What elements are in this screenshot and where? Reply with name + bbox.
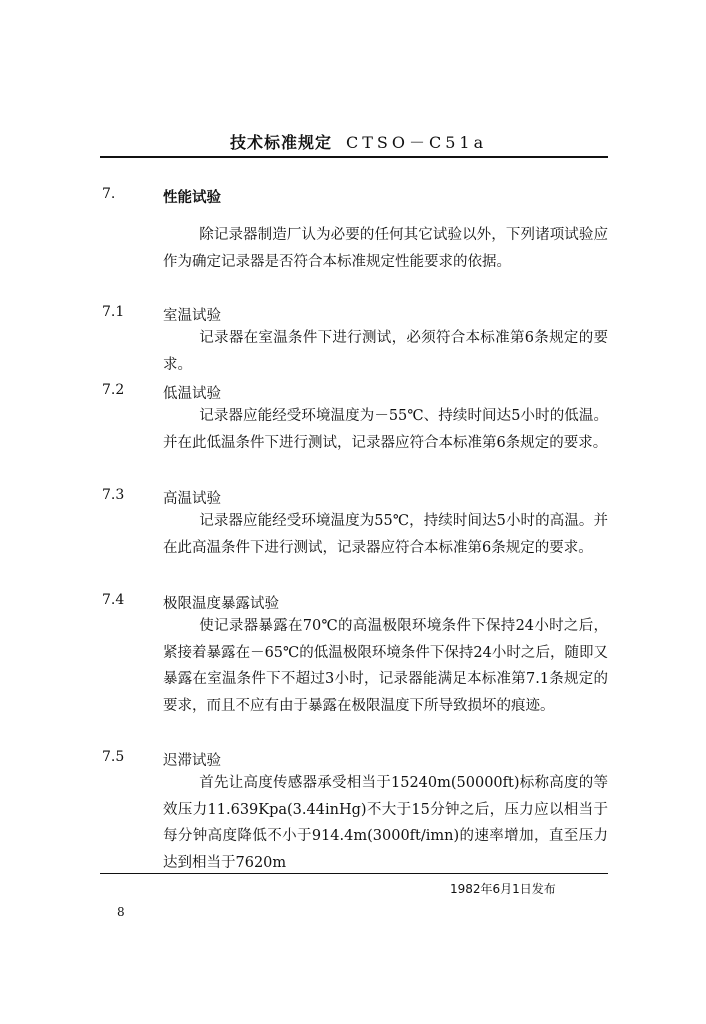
section-number: 7.4 bbox=[102, 592, 125, 608]
section-body: 除记录器制造厂认为必要的任何其它试验以外，下列诸项试验应作为确定记录器是否符合本标准规定性能要求的依据。 bbox=[163, 227, 608, 270]
section-number: 7.5 bbox=[102, 749, 125, 765]
section-title: 极限温度暴露试验 bbox=[163, 596, 279, 612]
section-number: 7.2 bbox=[102, 382, 125, 398]
section-body: 记录器应能经受环境温度为55℃，持续时间达5小时的高温。并在此高温条件下进行测试，记录器应符合本标准第6条规定的要求。 bbox=[163, 513, 608, 556]
section-body: 首先让高度传感器承受相当于15240m(50000ft)标称高度的等效压力11.639Kpa(3.44inHg)不大于15分钟之后，压力应以相当于每分钟高度降低不小于914.4m(3000ft/imn)的速率增加，直至压力达到相当于7620m bbox=[163, 775, 608, 871]
section-number: 7.3 bbox=[102, 487, 125, 503]
publish-date: 1982年6月1日发布 bbox=[450, 882, 556, 896]
header-code: CTSO－C51a bbox=[346, 133, 488, 152]
section-body: 记录器在室温条件下进行测试，必须符合本标准第6条规定的要求。 bbox=[163, 330, 608, 373]
section-title: 高温试验 bbox=[163, 491, 221, 507]
section-body: 记录器应能经受环境温度为－55℃、持续时间达5小时的低温。并在此低温条件下进行测试，记录器应符合本标准第6条规定的要求。 bbox=[163, 408, 608, 451]
section-number: 7. bbox=[102, 186, 116, 202]
section-title: 性能试验 bbox=[163, 190, 221, 206]
section-body: 使记录器暴露在70℃的高温极限环境条件下保持24小时之后，紧接着暴露在－65℃的低温极限环境条件下保持24小时之后，随即又暴露在室温条件下不超过3小时，记录器能满足本标准第7.1条规定的要求，而且不应有由于暴露在极限温度下所导致损坏的痕迹。 bbox=[163, 618, 608, 714]
section-title: 迟滞试验 bbox=[163, 753, 221, 769]
header-title: 技术标准规定 bbox=[230, 133, 333, 152]
page-header bbox=[230, 130, 487, 153]
footer-rule bbox=[100, 873, 608, 874]
section-number: 7.1 bbox=[102, 304, 125, 320]
section-title: 低温试验 bbox=[163, 386, 221, 402]
page-number: 8 bbox=[117, 905, 125, 919]
header-rule bbox=[100, 156, 608, 158]
section-title: 室温试验 bbox=[163, 308, 221, 324]
